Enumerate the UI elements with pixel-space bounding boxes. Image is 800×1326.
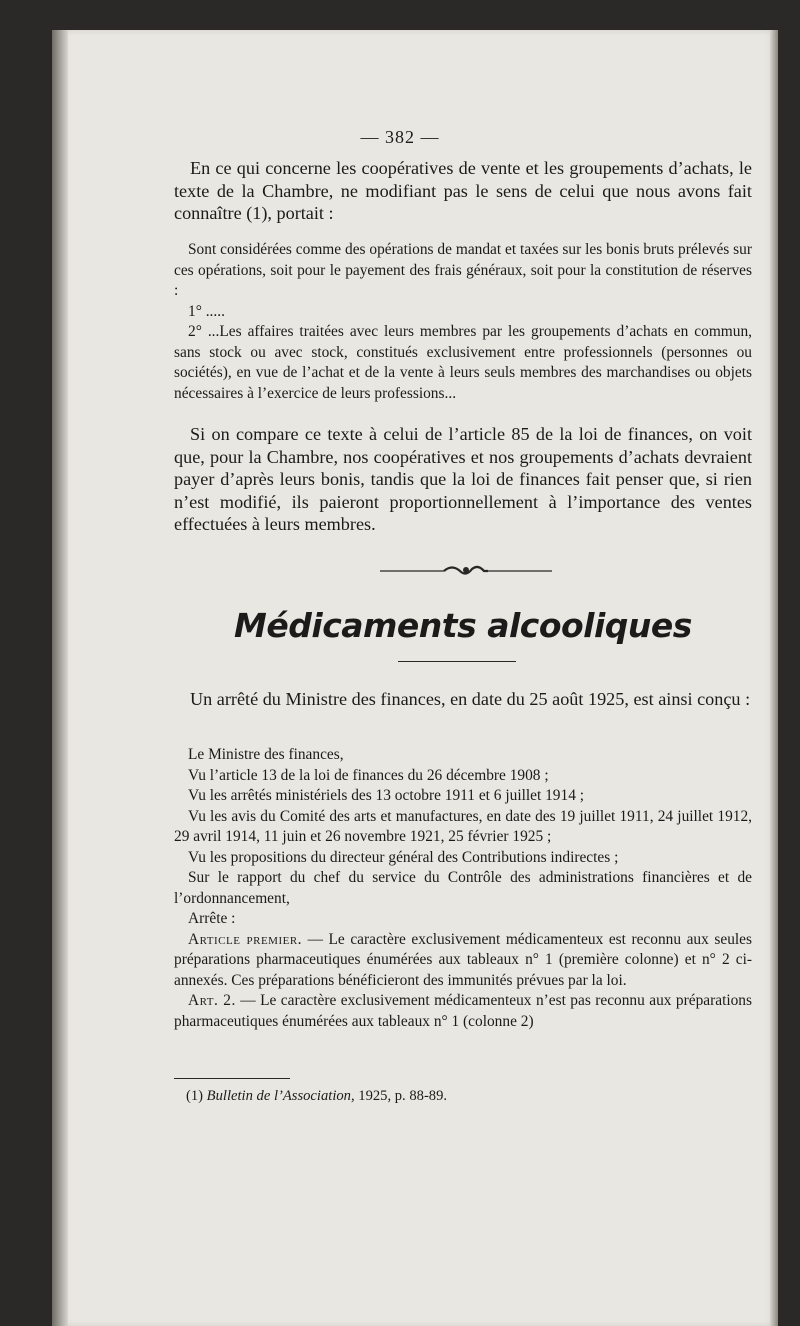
page-number: — 382 — (360, 127, 440, 147)
intro-paragraph: En ce qui concerne les coopératives de vente et les groupements d’achats, le texte de la Chambre, ne modifiant pas le sens de celui que nous avons fait connaître (1), portait : (174, 158, 752, 223)
article-1-label: Article premier. (188, 930, 303, 948)
article-1-text: — Le caractère exclusivement médicamenteux est reconnu aux seules préparations pharmaceutiques énumérées aux tableaux n° 1 (première colonne) et n° 2 ci-annexés. Ces préparations bénéficieront des immunités prévues par la loi. (174, 930, 752, 989)
comparison-block (174, 423, 752, 536)
page-gutter (52, 30, 68, 1326)
arrete-line-vu-avis: Vu les avis du Comité des arts et manufactures, en date des 19 juillet 1911, 24 juillet 1912, 29 avril 1914, 11 juin et 26 novembre 1921, 25 février 1925 ; (174, 807, 752, 845)
heading-rule (398, 661, 516, 662)
arrete-line-minister: Le Ministre des finances, (188, 746, 344, 763)
arrete-line-vu-arretes: Vu les arrêtés ministériels des 13 octobre 1911 et 6 juillet 1914 ; (188, 787, 585, 804)
intro-paragraph-block (174, 157, 752, 225)
footnote-number: (1) (186, 1088, 207, 1104)
page-edge (770, 30, 778, 1326)
section-heading: Médicaments alcooliques (234, 606, 692, 645)
arrete-intro-block (174, 688, 752, 711)
article-1 (174, 930, 752, 992)
arrete-text (174, 745, 752, 1032)
section-ornament (380, 561, 552, 581)
footnote-reference: 1925, p. 88-89. (354, 1088, 448, 1104)
chamber-text-quote (174, 240, 752, 404)
footnote-title: Bulletin de l’Association, (206, 1088, 355, 1104)
arrete-intro-paragraph: Un arrêté du Ministre des finances, en date du 25 août 1925, est ainsi conçu : (190, 689, 751, 709)
arrete-line-vu-article: Vu l’article 13 de la loi de finances du 26 décembre 1908 ; (188, 766, 549, 784)
quote-item-2: 2° ...Les affaires traitées avec leurs membres par les groupements d’achats en commun, sans stock ou avec stock, constitués exclusivement entre professionnels (personnes ou sociétés), en vue de l’achat et de la vente à leurs seuls membres des marchandises ou objets nécessaires à l’exercice de leurs professions... (174, 323, 752, 402)
quote-paragraph-1: Sont considérées comme des opérations de mandat et taxées sur les bonis bruts prélevés sur ces opérations, soit pour le payement des frais généraux, soit pour la constitution de réserves : (174, 241, 752, 299)
arrete-line-vu-propositions: Vu les propositions du directeur général des Contributions indirectes ; (188, 848, 619, 866)
arrete-line-arrete: Arrête : (188, 910, 236, 927)
footnote-rule (174, 1078, 290, 1079)
article-2 (174, 991, 752, 1032)
article-2-label: Art. 2. (188, 992, 236, 1009)
comparison-paragraph: Si on compare ce texte à celui de l’article 85 de la loi de finances, on voit que, pour la Chambre, nos coopératives et nos groupements d’achats devraient payer d’après leurs bonis, tandis que la loi de finances fait penser que, si rien n’est modifié, ils paieront proportionnellement à l’importance des ventes effectuées à leurs membres. (174, 424, 752, 534)
article-2-text: — Le caractère exclusivement médicamenteux n’est pas reconnu aux préparations pharmaceutiques énumérées aux tableaux n° 1 (colonne 2) (174, 992, 752, 1030)
footnote (186, 1088, 447, 1105)
arrete-line-rapport: Sur le rapport du chef du service du Contrôle des administrations financières et de l’ordonnancement, (174, 869, 752, 907)
quote-item-1: 1° ..... (188, 302, 225, 320)
